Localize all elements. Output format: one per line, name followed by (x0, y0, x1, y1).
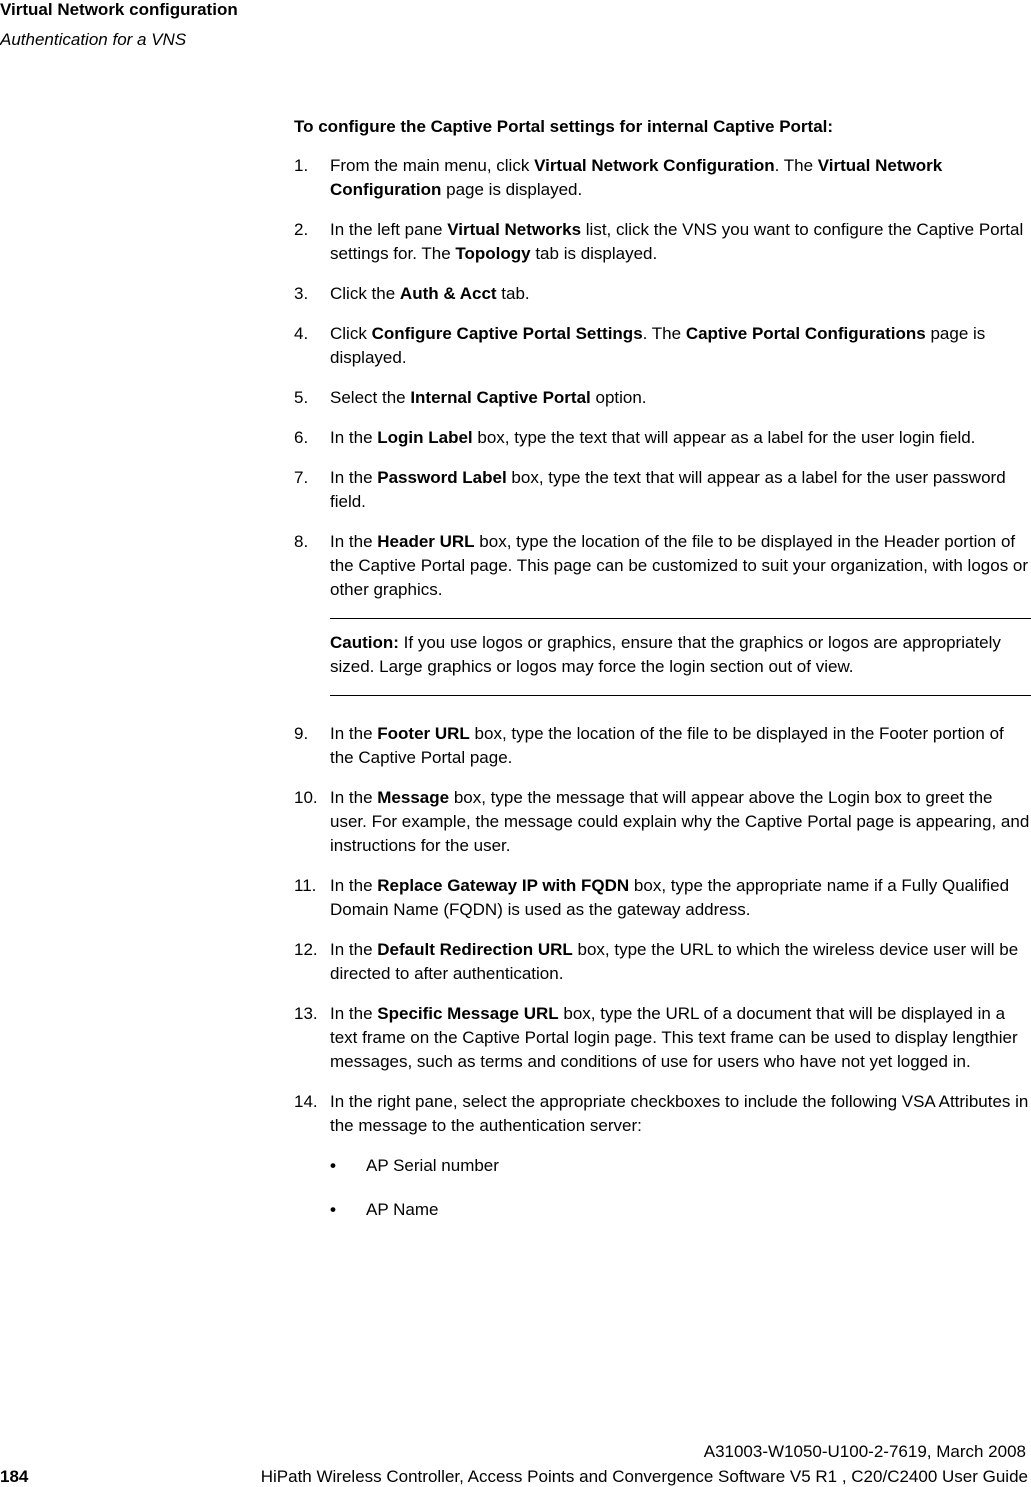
ui-term: Password Label (377, 468, 507, 487)
step-text-run: box, type the URL of a document that will be displayed in a text frame on the Captive Portal login page. This text frame can be used to display lengthier messages, such as terms and conditions of use for users who have not yet logged in. (330, 1004, 1018, 1071)
step-text-run: In the (330, 1004, 378, 1023)
step-number: 8. (294, 532, 309, 551)
ui-term: Replace Gateway IP with FQDN (377, 876, 630, 895)
step-text-run: tab is displayed. (530, 244, 658, 263)
step-text-run: Select the (330, 388, 411, 407)
steps-list-part-1 (294, 154, 1031, 602)
step-item (294, 1090, 1031, 1138)
step-text-run: In the (330, 532, 378, 551)
step-number: 13. (294, 1004, 318, 1023)
step-number: 6. (294, 428, 309, 447)
step-number: 12. (294, 940, 318, 959)
step-item (294, 426, 1031, 450)
running-header-subtitle: Authentication for a VNS (0, 30, 187, 49)
step-item (294, 1002, 1031, 1074)
procedure-content (294, 115, 1031, 1242)
caution-label: Caution: (330, 633, 399, 652)
footer-document-id: A31003-W1050-U100-2-7619, March 2008 (703, 1442, 1026, 1461)
step-text-run: page is displayed. (441, 180, 583, 199)
step-text-run: option. (590, 388, 647, 407)
step-text-run: In the (330, 940, 378, 959)
procedure-title: To configure the Captive Portal settings for internal Captive Portal: (294, 117, 834, 136)
step-text (330, 722, 1031, 770)
step-item (294, 722, 1031, 770)
step-text-run: Click the (330, 284, 400, 303)
caution-text (330, 631, 1031, 679)
step-text-run: In the (330, 788, 378, 807)
step-text (330, 282, 1031, 306)
ui-term: Default Redirection URL (377, 940, 573, 959)
ui-term: Specific Message URL (377, 1004, 559, 1023)
step-text (330, 218, 1031, 266)
footer-page-number: 184 (0, 1467, 29, 1486)
ui-term: Virtual Network Configuration (534, 156, 775, 175)
step-text-run: page is displayed. (330, 324, 986, 367)
step-number: 4. (294, 324, 309, 343)
step-text-run: box, type the message that will appear above the Login box to greet the user. For example, the message could explain why the Captive Portal page is appearing, and instructions for the user. (330, 788, 1030, 855)
ui-term: Header URL (377, 532, 475, 551)
step-item (294, 386, 1031, 410)
step-number: 5. (294, 388, 309, 407)
step-text (330, 322, 1031, 370)
ui-term: Configure Captive Portal Settings (371, 324, 643, 343)
step-text-run: From the main menu, click (330, 156, 535, 175)
step-text-run: In the (330, 428, 378, 447)
step-text (330, 786, 1031, 858)
step-text-run: tab. (496, 284, 530, 303)
step-text-run: In the left pane (330, 220, 448, 239)
step-text-run: box, type the location of the file to be displayed in the Footer portion of the Captive Portal page. (330, 724, 1004, 767)
step-item (294, 938, 1031, 986)
step-text (330, 1090, 1031, 1138)
ui-term: Captive Portal Configurations (685, 324, 926, 343)
steps-list-part-2 (294, 722, 1031, 1138)
ui-term: Message (377, 788, 450, 807)
step-text-run: box, type the location of the file to be displayed in the Header portion of the Captive Portal page. This page can be customized to suit your organization, with logos or other graphics. (330, 532, 1029, 599)
ui-term: Internal Captive Portal (410, 388, 591, 407)
step-text-run: In the (330, 468, 378, 487)
step-item (294, 154, 1031, 202)
step-text (330, 466, 1031, 514)
step-item (294, 322, 1031, 370)
step-text-run: box, type the appropriate name if a Fully Qualified Domain Name (FQDN) is used as the gateway address. (330, 876, 1010, 919)
step-text-run: box, type the text that will appear as a label for the user login field. (472, 428, 976, 447)
bullet-text: AP Name (366, 1200, 439, 1219)
step-text (330, 530, 1031, 602)
bullet-glyph: • (330, 1156, 336, 1175)
step-text (330, 154, 1031, 202)
step-text (330, 426, 1031, 450)
running-header-title: Virtual Network configuration (0, 0, 238, 19)
step-number: 9. (294, 724, 309, 743)
step-number: 3. (294, 284, 309, 303)
ui-term: Footer URL (377, 724, 470, 743)
ui-term: Login Label (377, 428, 473, 447)
bullet-glyph: • (330, 1200, 336, 1219)
step-text (330, 938, 1031, 986)
caution-body: If you use logos or graphics, ensure that the graphics or logos are appropriately sized. Large graphics or logos may force the login section out of view. (330, 633, 1001, 676)
step-item (294, 466, 1031, 514)
vsa-attribute-list (330, 1154, 1031, 1222)
step-item (294, 874, 1031, 922)
step-item (294, 530, 1031, 602)
step-item (294, 282, 1031, 306)
step-text-run: box, type the URL to which the wireless device user will be directed to after authentication. (330, 940, 1019, 983)
step-text-run: . The (774, 156, 818, 175)
step-text-run: box, type the text that will appear as a label for the user password field. (330, 468, 1006, 511)
step-number: 1. (294, 156, 309, 175)
step-number: 10. (294, 788, 318, 807)
list-item (330, 1198, 1031, 1222)
step-number: 14. (294, 1092, 318, 1111)
step-text-run: In the (330, 724, 378, 743)
ui-term: Virtual Networks (447, 220, 582, 239)
step-text (330, 386, 1031, 410)
list-item (330, 1154, 1031, 1178)
caution-box (330, 618, 1031, 696)
step-number: 7. (294, 468, 309, 487)
step-text-run: In the right pane, select the appropriate checkboxes to include the following VSA Attributes in the message to the authentication server: (330, 1092, 1029, 1135)
step-text-run: list, click the VNS you want to configure the Captive Portal settings for. The (330, 220, 1024, 263)
step-item (294, 786, 1031, 858)
ui-term: Topology (455, 244, 531, 263)
step-number: 11. (294, 876, 317, 895)
ui-term: Auth & Acct (399, 284, 497, 303)
bullet-text: AP Serial number (366, 1156, 499, 1175)
step-text-run: . The (642, 324, 686, 343)
step-text (330, 1002, 1031, 1074)
footer-guide-title: HiPath Wireless Controller, Access Points and Convergence Software V5 R1 , C20/C2400 User Guide (260, 1467, 1028, 1486)
step-text (330, 874, 1031, 922)
step-number: 2. (294, 220, 309, 239)
step-item (294, 218, 1031, 266)
step-text-run: Click (330, 324, 372, 343)
step-text-run: In the (330, 876, 378, 895)
ui-term: Virtual Network Configuration (330, 156, 943, 199)
